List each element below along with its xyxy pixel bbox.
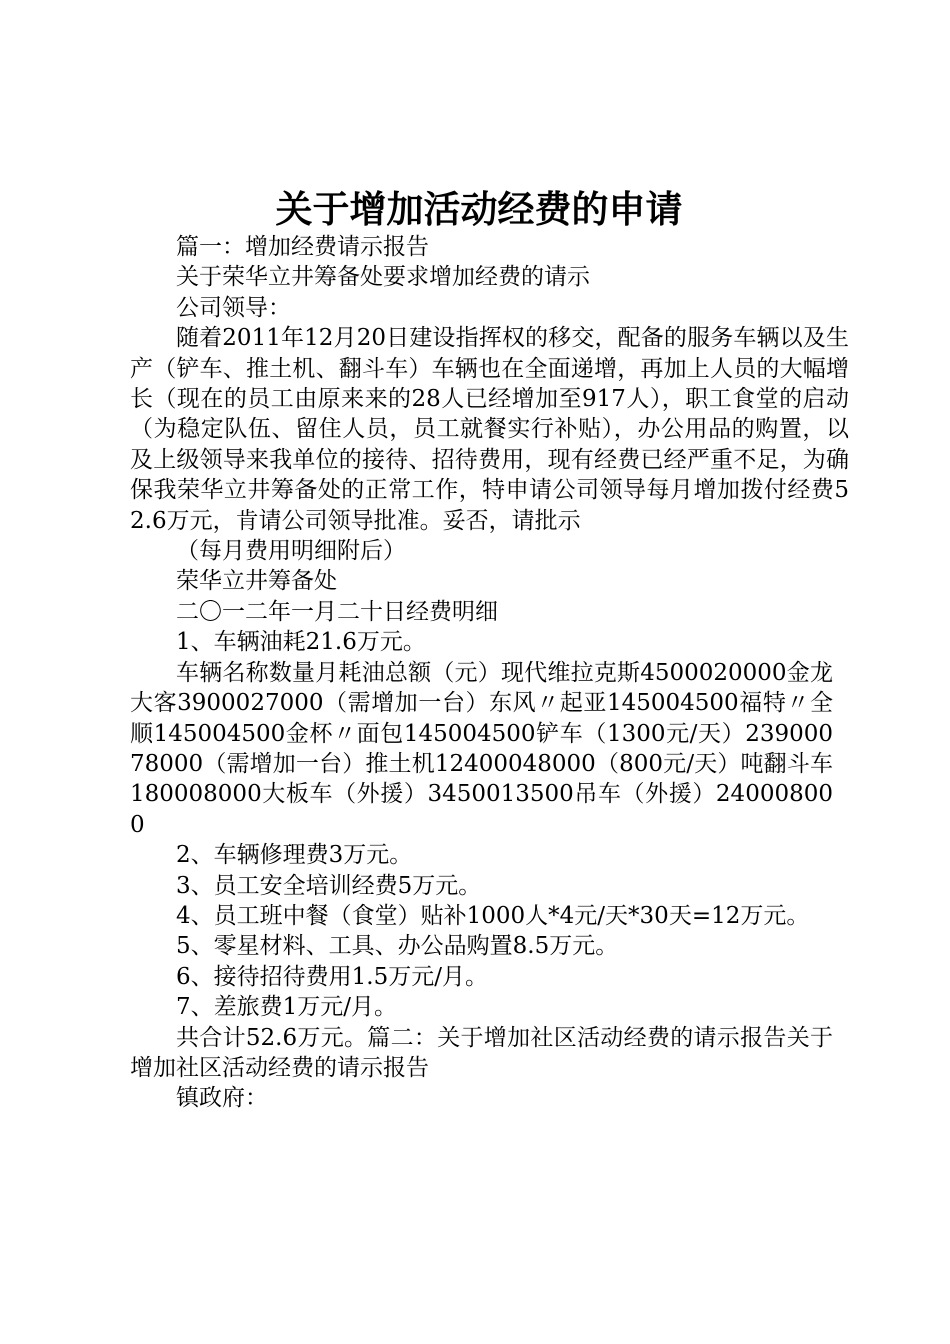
expense-item-repair: 2、车辆修理费3万元。 — [176, 842, 413, 869]
section-heading: 篇一：增加经费请示报告 — [176, 234, 429, 260]
request-body-paragraph: 随着2011年12月20日建设指挥权的移交，配备的服务车辆以及生产（铲车、推土机、翻斗车）车辆也在全面递增，再加上人员的大幅增长（现在的员工由原来来的28人已经增加至917人），职工食堂的启动（为稳定队伍、留住人员，员工就餐实行补贴），办公用品的购置，以及上级领导来我单位的接待、招待费用，现有经费已经严重不足，为确保我荣华立井筹备处的正常工作，特申请公司领导每月增加拨付经费52.6万元，肯请公司领导批准。妥否，请批示 — [130, 325, 849, 534]
expense-item-fuel: 1、车辆油耗21.6万元。 — [176, 629, 426, 656]
expense-item-materials: 5、零星材料、工具、办公品购置8.5万元。 — [176, 933, 619, 960]
vehicle-fuel-details: 车辆名称数量月耗油总额（元）现代维拉克斯4500020000金龙大客3900027000（需增加一台）东风〃起亚145004500福特〃全顺145004500金杯〃面包145004500铲车（1300元/天）23900078000（需增加一台）推土机12400048000（800元/天）吨翻斗车180008000大板车（外援）3450013500吊车（外援）240008000 — [130, 659, 833, 838]
request-title: 关于荣华立井筹备处要求增加经费的请示 — [176, 264, 590, 291]
document-title: 关于增加活动经费的申请 — [275, 187, 683, 231]
date-and-expense-heading: 二〇一二年一月二十日经费明细 — [176, 598, 498, 625]
total-and-section-two: 共合计52.6万元。篇二：关于增加社区活动经费的请示报告关于增加社区活动经费的请示报告 — [130, 1024, 833, 1081]
salutation: 公司领导： — [176, 294, 291, 321]
expense-item-meals: 4、员工班中餐（食堂）贴补1000人*4元/天*30天=12万元。 — [176, 902, 810, 929]
salutation-town-government: 镇政府： — [176, 1085, 268, 1112]
expense-item-training: 3、员工安全培训经费5万元。 — [176, 872, 482, 899]
document-body — [130, 232, 849, 1114]
signature-organization: 荣华立井筹备处 — [176, 568, 337, 595]
expense-item-reception: 6、接待招待费用1.5万元/月。 — [176, 963, 488, 990]
attachment-note: （每月费用明细附后） — [176, 538, 406, 565]
expense-item-travel: 7、差旅费1万元/月。 — [176, 994, 398, 1021]
